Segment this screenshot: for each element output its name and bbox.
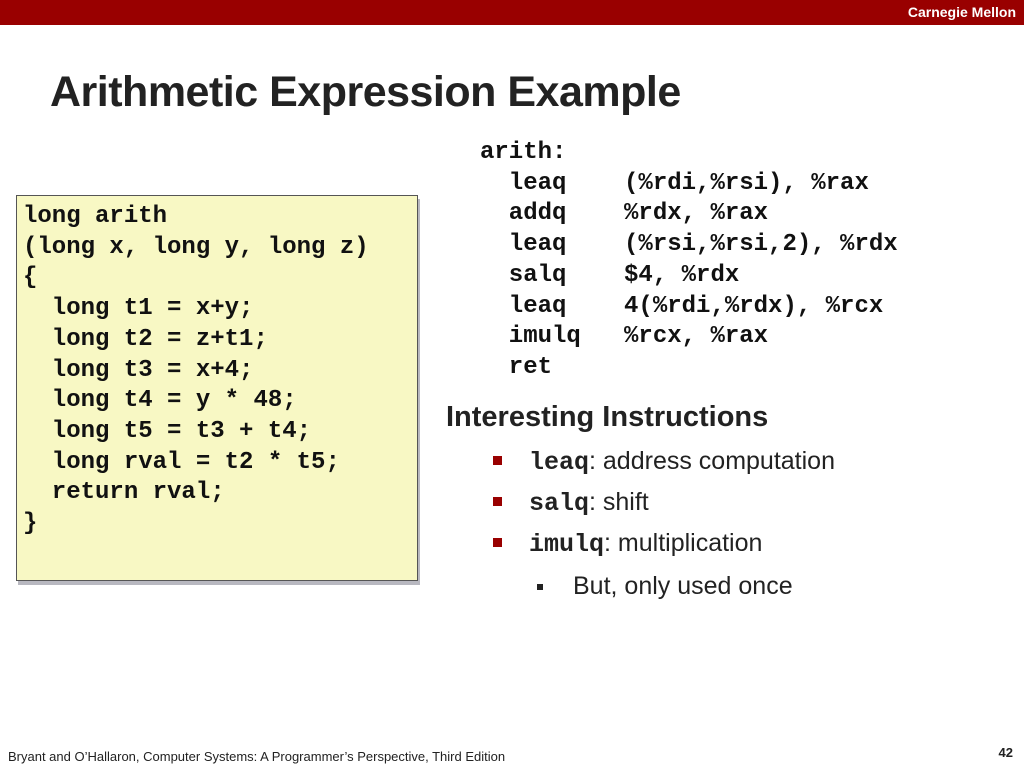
c-code-line: long t2 = z+t1; <box>23 325 268 353</box>
footer-citation: Bryant and O’Hallaron, Computer Systems: A Programmer’s Perspective, Third Edition <box>8 749 506 764</box>
brand-label: Carnegie Mellon <box>907 4 1016 20</box>
square-bullet-icon <box>493 497 502 506</box>
asm-code-line: arith: <box>480 139 567 166</box>
bullet-text: : shift <box>589 488 649 516</box>
asm-code-text <box>480 138 898 384</box>
bullet-keyword: leaq <box>529 448 590 477</box>
bullet-content <box>529 447 835 477</box>
asm-code-line: leaq (%rdi,%rsi), %rax <box>480 169 869 197</box>
c-code-line: return rval; <box>23 479 225 507</box>
square-bullet-icon <box>493 456 502 465</box>
page-number: 42 <box>998 745 1013 760</box>
c-code-line: long arith <box>23 203 168 230</box>
c-code-box <box>16 195 418 581</box>
c-code-line: long t1 = x+y; <box>23 295 254 323</box>
bullet-keyword: salq <box>529 489 590 518</box>
slide-title: Arithmetic Expression Example <box>50 68 681 116</box>
asm-code-line: imulq %rcx, %rax <box>480 323 769 351</box>
asm-code-line: ret <box>480 353 553 381</box>
header-bar <box>0 0 1024 25</box>
notes-heading: Interesting Instructions <box>446 401 769 433</box>
bullet-content <box>529 529 762 559</box>
asm-code-line: salq $4, %rdx <box>480 261 740 289</box>
c-code-line: { <box>23 264 38 292</box>
c-code-line: long t5 = t3 + t4; <box>23 417 312 445</box>
bullet-content <box>529 488 649 518</box>
c-code-text <box>23 202 369 540</box>
square-bullet-icon <box>493 538 502 547</box>
asm-code-line: leaq (%rsi,%rsi,2), %rdx <box>480 231 898 259</box>
c-code-line: long t4 = y * 48; <box>23 387 297 415</box>
c-code-line: } <box>23 510 38 538</box>
bullet-text: : multiplication <box>604 529 763 557</box>
asm-code-line: leaq 4(%rdi,%rdx), %rcx <box>480 292 884 320</box>
sub-bullet-text: But, only used once <box>573 572 793 600</box>
asm-code-line: addq %rdx, %rax <box>480 200 769 228</box>
c-code-line: (long x, long y, long z) <box>23 233 369 261</box>
small-square-bullet-icon <box>537 584 543 590</box>
asm-code-block <box>480 138 898 384</box>
c-code-line: long rval = t2 * t5; <box>23 448 340 476</box>
bullet-text: : address computation <box>589 447 835 475</box>
bullet-keyword: imulq <box>529 530 605 559</box>
c-code-line: long t3 = x+4; <box>23 356 254 384</box>
